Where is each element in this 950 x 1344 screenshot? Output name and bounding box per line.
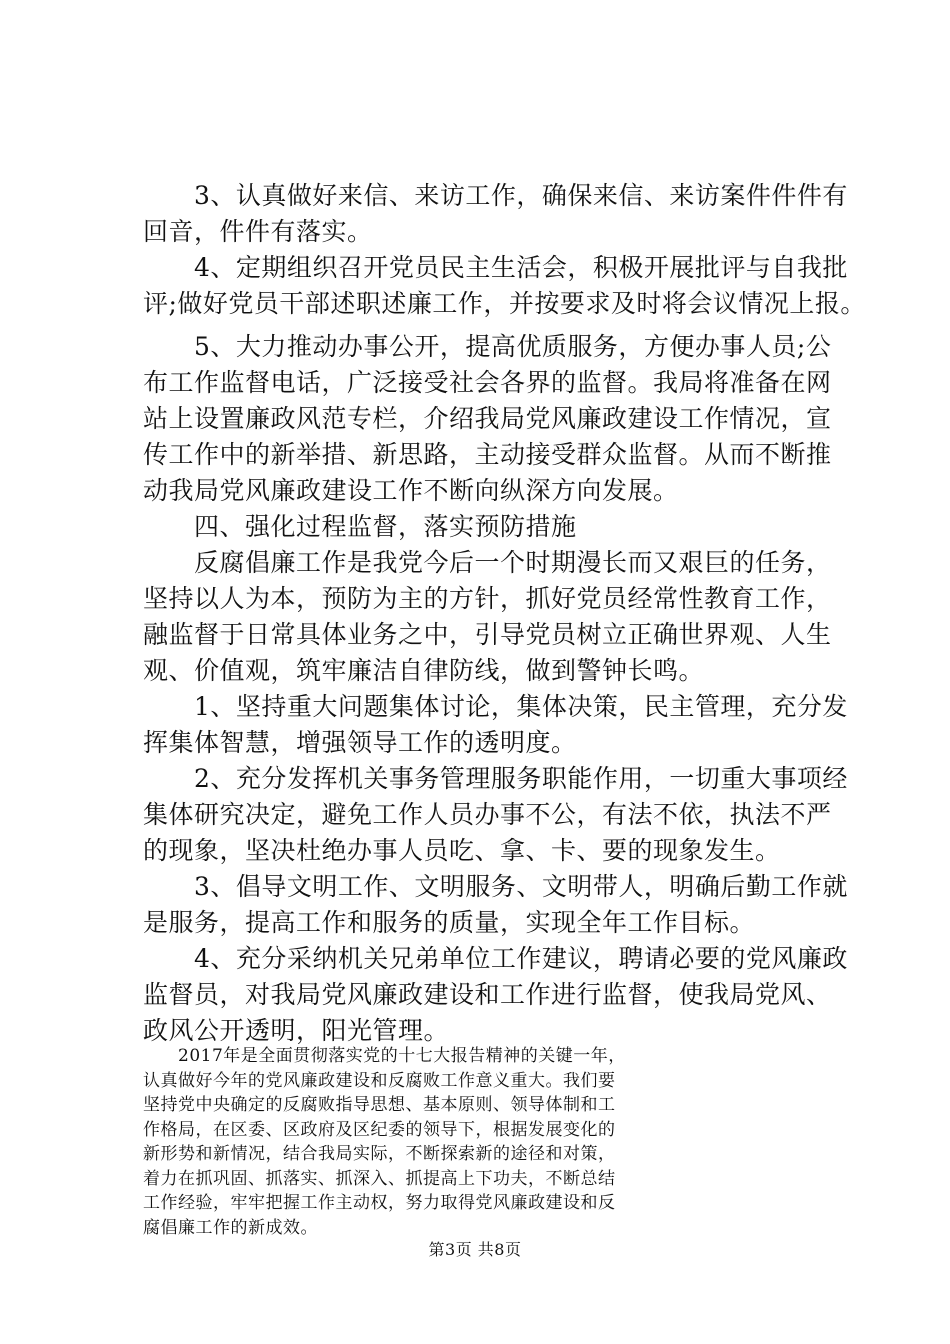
body-line-18: 集体研究决定，避免工作人员办事不公，有法不依，执法不严	[143, 800, 832, 829]
body-line-21: 是服务，提高工作和服务的质量，实现全年工作目标。	[143, 908, 756, 937]
body-line-15: 1、坚持重大问题集体讨论，集体决策，民主管理，充分发	[143, 692, 848, 721]
body-line-27: 坚持党中央确定的反腐败指导思想、基本原则、领导体制和工	[143, 1095, 616, 1115]
body-line-25: 2017年是全面贯彻落实党的十七大报告精神的关键一年，	[143, 1046, 626, 1066]
section-heading: 四、强化过程监督，落实预防措施	[143, 512, 577, 541]
body-line-6: 布工作监督电话，广泛接受社会各界的监督。我局将准备在网	[143, 368, 832, 397]
body-line-9: 动我局党风廉政建设工作不断向纵深方向发展。	[143, 476, 679, 505]
body-line-17: 2、充分发挥机关事务管理服务职能作用，一切重大事项经	[143, 764, 848, 793]
body-line-19: 的现象，坚决杜绝办事人员吃、拿、卡、要的现象发生。	[143, 836, 781, 865]
body-line-8: 传工作中的新举措、新思路，主动接受群众监督。从而不断推	[143, 440, 832, 469]
body-line-16: 挥集体智慧，增强领导工作的透明度。	[143, 728, 577, 757]
body-line-7: 站上设置廉政风范专栏，介绍我局党风廉政建设工作情况，宣	[143, 404, 832, 433]
body-line-22: 4、充分采纳机关兄弟单位工作建议，聘请必要的党风廉政	[143, 944, 848, 973]
body-line-4: 评;做好党员干部述职述廉工作，并按要求及时将会议情况上报。	[143, 289, 866, 318]
body-line-2: 回音，件件有落实。	[143, 217, 373, 246]
body-line-13: 融监督于日常具体业务之中，引导党员树立正确世界观、人生	[143, 620, 832, 649]
body-line-26: 认真做好今年的党风廉政建设和反腐败工作意义重大。我们要	[143, 1070, 616, 1091]
body-line-28: 作格局，在区委、区政府及区纪委的领导下，根据发展变化的	[143, 1119, 616, 1140]
body-line-20: 3、倡导文明工作、文明服务、文明带人，明确后勤工作就	[143, 872, 848, 901]
page-number-footer: 第3页 共8页	[428, 1240, 522, 1259]
body-line-31: 工作经验，牢牢把握工作主动权，努力取得党风廉政建设和反	[143, 1193, 616, 1213]
body-line-3: 4、定期组织召开党员民主生活会，积极开展批评与自我批	[143, 253, 848, 282]
body-line-32: 腐倡廉工作的新成效。	[143, 1217, 318, 1238]
body-line-29: 新形势和新情况，结合我局实际，不断探索新的途径和对策，	[143, 1144, 616, 1164]
body-line-12: 坚持以人为本，预防为主的方针，抓好党员经常性教育工作，	[143, 584, 832, 613]
body-line-23: 监督员，对我局党风廉政建设和工作进行监督，使我局党风、	[143, 980, 832, 1009]
body-line-24: 政风公开透明，阳光管理。	[143, 1016, 450, 1045]
body-line-5: 5、大力推动办事公开，提高优质服务，方便办事人员;公	[143, 332, 832, 361]
body-line-1: 3、认真做好来信、来访工作，确保来信、来访案件件件有	[143, 181, 848, 210]
body-line-30: 着力在抓巩固、抓落实、抓深入、抓提高上下功夫，不断总结	[143, 1168, 616, 1189]
body-line-11: 反腐倡廉工作是我党今后一个时期漫长而又艰巨的任务，	[143, 548, 832, 577]
body-line-14: 观、价值观，筑牢廉洁自律防线，做到警钟长鸣。	[143, 656, 705, 685]
